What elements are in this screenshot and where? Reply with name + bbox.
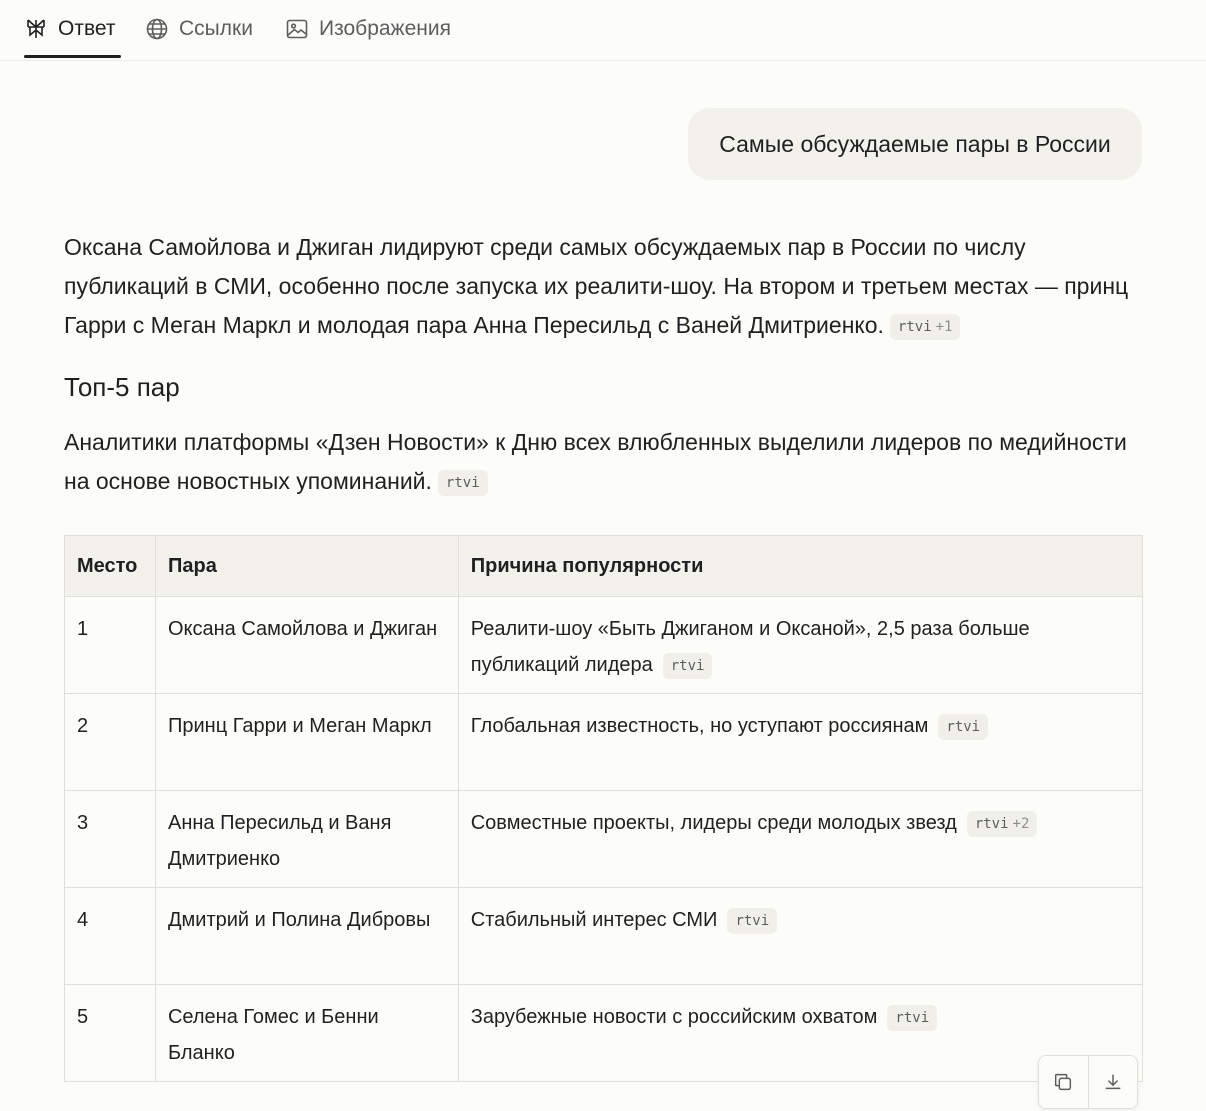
- tab-images[interactable]: [285, 0, 451, 58]
- tab-links[interactable]: [145, 0, 253, 58]
- citation-badge[interactable]: [890, 314, 961, 340]
- cell-reason: [458, 694, 1142, 791]
- tab-answer[interactable]: [24, 0, 115, 58]
- citation-badge[interactable]: [727, 908, 777, 934]
- tab-bar: [0, 0, 1206, 61]
- cell-place: 2: [65, 694, 156, 791]
- section-text: [64, 423, 1144, 501]
- cell-place: 4: [65, 888, 156, 985]
- cell-pair: Селена Гомес и Бенни Бланко: [155, 985, 458, 1082]
- citation-source: rtvi: [946, 719, 981, 735]
- cell-place: 3: [65, 791, 156, 888]
- reason-text: Глобальная известность, но уступают россиянам: [470, 715, 929, 737]
- user-query: [688, 108, 1142, 180]
- copy-icon: [1052, 1071, 1074, 1093]
- citation-source: rtvi: [897, 319, 932, 335]
- download-icon: [1102, 1071, 1124, 1093]
- user-query-text: Самые обсуждаемые пары в России: [719, 130, 1111, 157]
- cell-place: 5: [65, 985, 156, 1082]
- citation-extra-count: +2: [1012, 816, 1030, 832]
- section-heading: Топ-5 пар: [64, 372, 180, 402]
- answer-intro: [64, 228, 1144, 345]
- table-row: [65, 985, 1143, 1082]
- reason-text: Реалити-шоу «Быть Джиганом и Оксаной», 2,5 раза больше публикаций лидера: [470, 618, 1030, 676]
- cell-reason: [458, 791, 1142, 888]
- citation-badge[interactable]: [967, 811, 1038, 837]
- couples-table: [64, 535, 1143, 1082]
- citation-source: rtvi: [895, 1010, 930, 1026]
- cell-pair: Анна Пересильд и Ваня Дмитриенко: [155, 791, 458, 888]
- table-header-row: [65, 536, 1143, 597]
- table-row: [65, 888, 1143, 985]
- citation-source: rtvi: [445, 475, 480, 491]
- reason-text: Зарубежные новости с российским охватом: [470, 1006, 878, 1028]
- citation-extra-count: +1: [935, 319, 953, 335]
- reason-text: Совместные проекты, лидеры среди молодых звезд: [470, 812, 957, 834]
- citation-badge[interactable]: [438, 470, 488, 496]
- table-row: [65, 597, 1143, 694]
- answer-intro-text: Оксана Самойлова и Джиган лидируют среди самых обсуждаемых пар в России по числу публикаций в СМИ, особенно после запуска их реалити-шоу. На втором и третьем местах — принц Гарри с Меган Маркл и молодая пара Анна Пересильд с Ваней Дмитриенко.: [64, 234, 1129, 338]
- citation-source: rtvi: [735, 913, 770, 929]
- cell-pair: Принц Гарри и Меган Маркл: [155, 694, 458, 791]
- active-tab-indicator: [24, 55, 121, 58]
- cell-reason: [458, 597, 1142, 694]
- citation-badge[interactable]: [663, 653, 713, 679]
- column-header-reason: Причина популярности: [458, 536, 1142, 597]
- column-header-place: Место: [65, 536, 156, 597]
- cell-pair: Дмитрий и Полина Дибровы: [155, 888, 458, 985]
- table-row: [65, 694, 1143, 791]
- download-table-button[interactable]: [1088, 1056, 1138, 1108]
- table-actions: [1038, 1055, 1138, 1109]
- copy-table-button[interactable]: [1039, 1056, 1088, 1108]
- globe-icon: [145, 17, 169, 41]
- citation-badge[interactable]: [938, 714, 988, 740]
- tab-images-label: Изображения: [319, 17, 451, 40]
- column-header-pair: Пара: [155, 536, 458, 597]
- cell-reason: [458, 888, 1142, 985]
- reason-text: Стабильный интерес СМИ: [470, 909, 718, 931]
- image-icon: [285, 17, 309, 41]
- tab-answer-label: Ответ: [58, 17, 116, 40]
- cell-place: 1: [65, 597, 156, 694]
- tab-links-label: Ссылки: [179, 17, 253, 40]
- cell-pair: Оксана Самойлова и Джиган: [155, 597, 458, 694]
- section-text-content: Аналитики платформы «Дзен Новости» к Дню всех влюбленных выделили лидеров по медийности на основе новостных упоминаний.: [64, 429, 1127, 494]
- citation-badge[interactable]: [887, 1005, 937, 1031]
- answer-icon: [24, 17, 48, 41]
- citation-source: rtvi: [670, 658, 705, 674]
- table-row: [65, 791, 1143, 888]
- citation-source: rtvi: [974, 816, 1009, 832]
